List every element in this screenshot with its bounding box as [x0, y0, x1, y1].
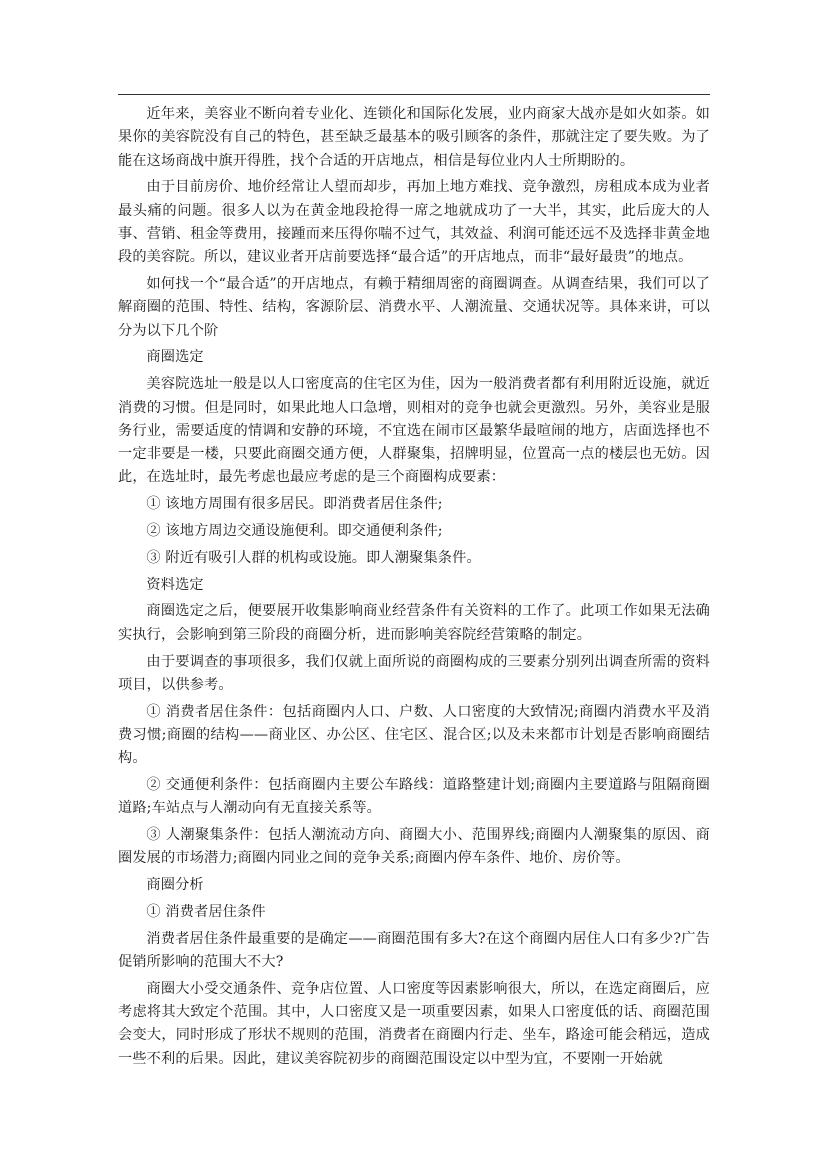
paragraph-data-collection: 商圈选定之后，便要展开收集影响商业经营条件有关资料的工作了。此项工作如果无法确实执行，会影响到第三阶段的商圈分析，进而影响美容院经营策略的制定。: [118, 603, 710, 643]
heading-area-selection: 商圈选定: [146, 349, 204, 366]
list-item: ③ 人潮聚集条件：包括人潮流动方向、商圈大小、范围界线;商圈内人潮聚集的原因、商圈发展的市场潜力;商圈内同业之间的竞争关系;商圈内停车条件、地价、房价等。: [118, 827, 710, 867]
paragraph-area-size: 商圈大小受交通条件、竞争店位置、人口密度等因素影响很大，所以，在选定商圈后，应考虑将其大致定个范围。其中，人口密度又是一项重要因素，如果人口密度低的话、商圈范围会变大，同时形成了形状不规则的范围，消费者在商圈内行走、坐车，路途可能会稍远，造成一些不利的后果。因此，建议美容院初步的商圈范围设定以中型为宜，不要刚一开始就: [118, 980, 710, 1067]
header-rule: [118, 94, 710, 95]
heading-area-analysis: 商圈分析: [146, 877, 204, 894]
paragraph-data-items: 由于要调查的事项很多，我们仅就上面所说的商圈构成的三要素分别列出调查所需的资料项目，以供参考。: [118, 653, 710, 693]
paragraph-intro: 近年来，美容业不断向着专业化、连锁化和国际化发展，业内商家大战亦是如火如荼。如果你的美容院没有自己的特色，甚至缺乏最基本的吸引顾客的条件，那就注定了要失败。为了能在这场商战中旗开得胜，找个合适的开店地点，相信是每位业内人士所期盼的。: [118, 106, 710, 169]
paragraph-area-selection: 美容院选址一般是以人口密度高的住宅区为佳，因为一般消费者都有利用附近设施，就近消费的习惯。但是同时，如果此地人口急增，则相对的竞争也就会更激烈。另外，美容业是服务行业，需要适度的情调和安静的环境，不宜选在闹市区最繁华最喧闹的地方，店面选择也不一定非要是一楼，只要此商圈交通方便，人群聚集，招牌明显，位置高一点的楼层也无妨。因此，在选址时，最先考虑也最应考虑的是三个商圈构成要素：: [118, 376, 710, 486]
document-body: [118, 103, 710, 1075]
list-item: ② 交通便利条件：包括商圈内主要公车路线：道路整建计划;商圈内主要道路与阻隔商圈道路;车站点与人潮动向有无直接关系等。: [118, 777, 710, 817]
list-item: ③ 附近有吸引人群的机构或设施。即人潮聚集条件。: [146, 549, 481, 566]
list-item: ① 该地方周围有很多居民。即消费者居住条件;: [146, 496, 443, 513]
heading-data-selection: 资料选定: [146, 576, 204, 593]
subheading-residence: ① 消费者居住条件: [146, 904, 266, 920]
paragraph-residence-question: 消费者居住条件最重要的是确定——商圈范围有多大?在这个商圈内居住人口有多少?广告促销所影响的范围大不大?: [118, 930, 710, 971]
paragraph-survey: 如何找一个“最合适”的开店地点，有赖于精细周密的商圈调查。从调查结果，我们可以了解商圈的范围、特性、结构，客源阶层、消费水平、人潮流量、交通状况等。具体来讲，可以分为以下几个阶: [118, 276, 710, 339]
list-item: ② 该地方周边交通设施便利。即交通便利条件;: [146, 523, 443, 540]
list-item: ① 消费者居住条件：包括商圈内人口、户数、人口密度的大致情况;商圈内消费水平及消费习惯;商圈的结构——商业区、办公区、住宅区、混合区;以及未来都市计划是否影响商圈结构。: [118, 703, 710, 767]
paragraph-rent-cost: 由于目前房价、地价经常让人望而却步，再加上地方难找、竞争激烈，房租成本成为业者最头痛的问题。很多人以为在黄金地段抢得一席之地就成功了一大半，其实，此后庞大的人事、营销、租金等费用，接踵而来压得你喘不过气，其效益、利润可能还远不及选择非黄金地段的美容院。所以，建议业者开店前要选择“最合适”的开店地点，而非“最好最贵”的地点。: [118, 179, 710, 266]
